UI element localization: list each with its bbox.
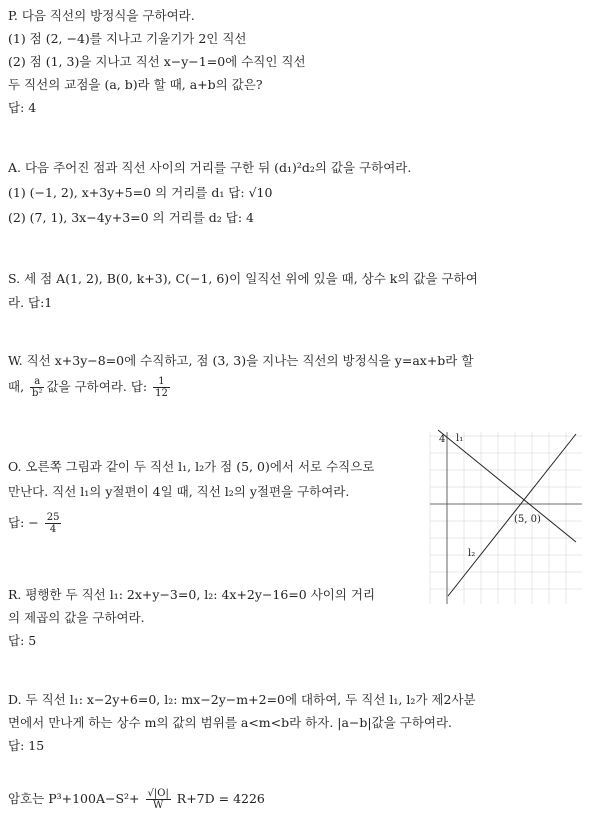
problem-w-line2: [8, 376, 172, 399]
code-formula-post: R+7D = 4226: [176, 791, 265, 806]
problem-w-line2-mid: 값을 구하여라. 답:: [46, 379, 148, 394]
problem-a-line3: (2) (7, 1), 3x−4y+3=0 의 거리를 d₂ 답: 4: [8, 210, 254, 225]
code-formula: [8, 788, 265, 811]
fraction-sqrt-o-over-w: [146, 788, 171, 811]
graph-grid: [430, 432, 582, 604]
label-intersection: (5, 0): [514, 514, 541, 525]
label-y-intercept: 4: [439, 434, 446, 445]
problem-p-answer: 답: 4: [8, 100, 37, 115]
fraction-answer-w: [153, 376, 170, 399]
fraction-numerator: 25: [46, 512, 60, 523]
fraction-denominator: W: [153, 800, 164, 811]
perpendicular-lines-graph: [426, 428, 586, 606]
line-l1: [438, 430, 576, 542]
problem-o-line2: 만난다. 직선 l₁의 y절편이 4일 때, 직선 l₂의 y절편을 구하여라.: [8, 484, 350, 499]
answer-prefix: 답: −: [8, 515, 39, 530]
problem-a-line1: A. 다음 주어진 점과 직선 사이의 거리를 구한 뒤 (d₁)²d₂의 값을 구하여라.: [8, 160, 412, 175]
label-l2: l₂: [468, 548, 476, 559]
problem-a-line2: (1) (−1, 2), x+3y+5=0 의 거리를 d₁ 답: √10: [8, 185, 273, 200]
problem-r-answer: 답: 5: [8, 633, 37, 648]
fraction-answer-o: [45, 512, 62, 535]
fraction-numerator: a: [30, 376, 44, 388]
problem-s-line2: 라. 답:1: [8, 295, 53, 310]
problem-o-line1: O. 오른쪽 그림과 같이 두 직선 l₁, l₂가 점 (5, 0)에서 서로 수직으로: [8, 459, 375, 474]
problem-d-answer: 답: 15: [8, 738, 45, 753]
problem-o-answer: [8, 512, 63, 535]
label-l1: l₁: [456, 433, 464, 444]
problem-d-line1: D. 두 직선 l₁: x−2y+6=0, l₂: mx−2y−m+2=0에 대하여, 두 직선 l₁, l₂가 제2사분: [8, 692, 476, 707]
fraction-numerator: √|O|: [147, 788, 169, 799]
graph-svg: [426, 428, 586, 606]
problem-p-line2: (1) 점 (2, −4)를 지나고 기울기가 2인 직선: [8, 31, 247, 46]
problem-p-line3: (2) 점 (1, 3)을 지나고 직선 x−y−1=0에 수직인 직선: [8, 54, 306, 69]
fraction-numerator: 1: [153, 376, 170, 388]
problem-r-line2: 의 제곱의 값을 구하여라.: [8, 610, 145, 625]
problem-w-line2-pre: 때,: [8, 379, 25, 394]
problem-p-line1: P. 다음 직선의 방정식을 구하여라.: [8, 8, 195, 23]
fraction-denominator: 12: [155, 388, 168, 399]
fraction-a-over-b2: [30, 376, 44, 399]
problem-w-line1: W. 직선 x+3y−8=0에 수직하고, 점 (3, 3)을 지나는 직선의 방정식을 y=ax+b라 할: [8, 353, 474, 368]
problem-s-line1: S. 세 점 A(1, 2), B(0, k+3), C(−1, 6)이 일직선 위에 있을 때, 상수 k의 값을 구하여: [8, 271, 478, 286]
line-l2: [448, 434, 576, 596]
problem-r-line1: R. 평행한 두 직선 l₁: 2x+y−3=0, l₂: 4x+2y−16=0 사이의 거리: [8, 587, 376, 602]
code-formula-pre: 암호는 P³+100A−S²+: [8, 791, 140, 806]
problem-d-line2: 면에서 만나게 하는 상수 m의 값의 범위를 a<m<b라 하자. |a−b|값을 구하여라.: [8, 715, 453, 730]
problem-p-line4: 두 직선의 교점을 (a, b)라 할 때, a+b의 값은?: [8, 77, 263, 92]
fraction-denominator: 4: [49, 524, 57, 535]
fraction-denominator: b²: [32, 388, 43, 399]
